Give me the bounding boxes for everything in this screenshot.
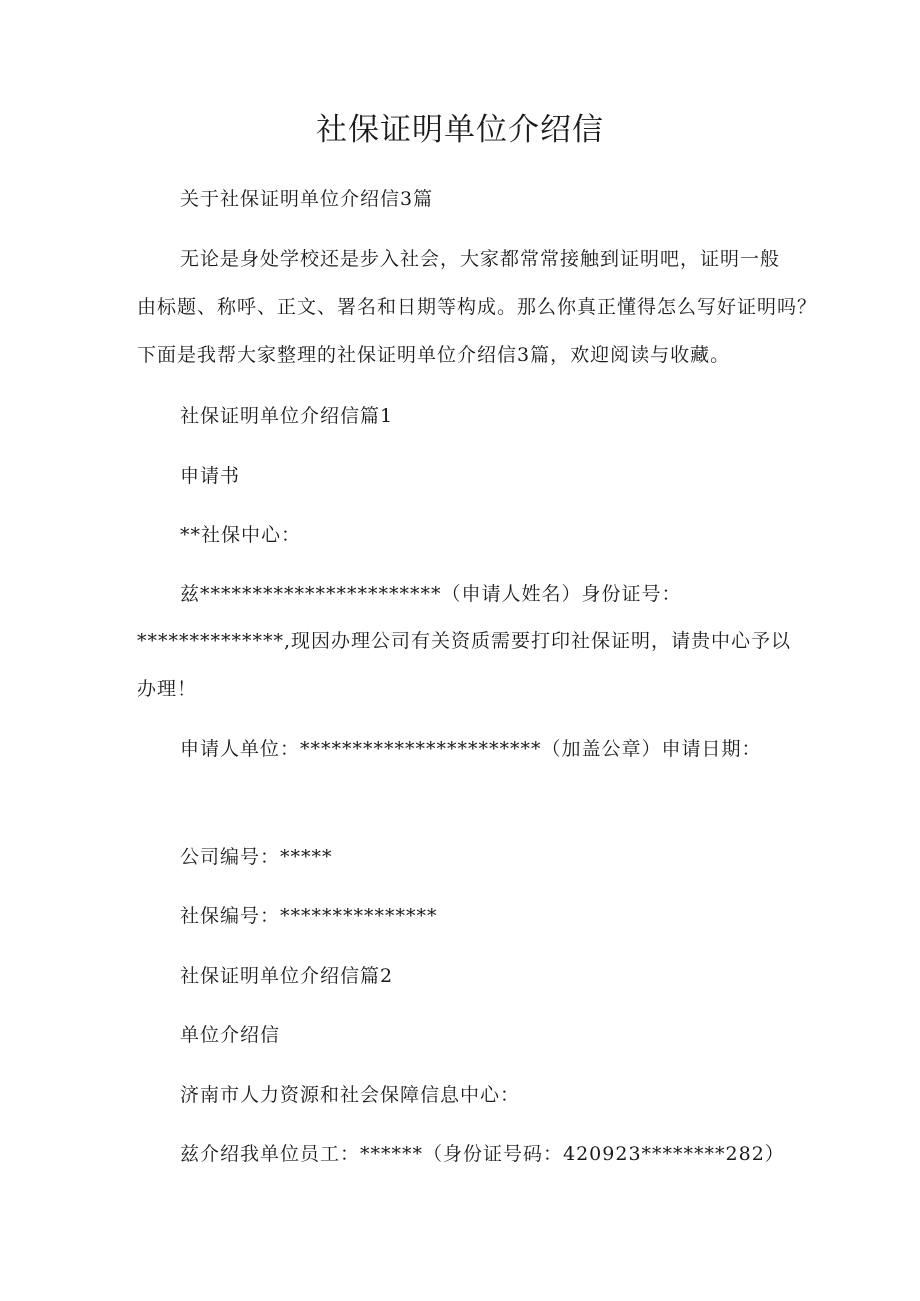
social-security-number-line: 社保编号：*************** [180, 905, 438, 927]
subtitle-line: 关于社保证明单位介绍信3篇 [180, 188, 434, 210]
body-line-3: 办理！ [137, 678, 198, 700]
body-line-2: **************,现因办理公司有关资质需要打印社保证明，请贵中心予以 [137, 630, 792, 652]
applicant-unit-line: 申请人单位：***********************（加盖公章）申请日期： [180, 738, 762, 760]
salutation-line: **社保中心： [180, 524, 302, 546]
intro-paragraph-line-3: 下面是我帮大家整理的社保证明单位介绍信3篇，欢迎阅读与收藏。 [137, 344, 731, 366]
section-heading-1: 社保证明单位介绍信篇1 [180, 405, 394, 427]
application-heading: 申请书 [180, 465, 241, 487]
section-heading-2: 社保证明单位介绍信篇2 [180, 965, 394, 987]
company-number-line: 公司编号：***** [180, 846, 333, 868]
document-title: 社保证明单位介绍信 [316, 112, 604, 148]
intro-paragraph-line-2: 由标题、称呼、正文、署名和日期等构成。那么你真正懂得怎么写好证明吗？ [137, 296, 818, 318]
body-line-1: 兹***********************（申请人姓名）身份证号： [180, 583, 682, 605]
intro-paragraph-line-1: 无论是身处学校还是步入社会，大家都常常接触到证明吧，证明一般 [180, 248, 781, 270]
recipient-line: 济南市人力资源和社会保障信息中心： [180, 1084, 521, 1106]
letter-heading: 单位介绍信 [180, 1024, 281, 1046]
introduction-line: 兹介绍我单位员工：******（身份证号码：420923********282） [180, 1143, 785, 1165]
